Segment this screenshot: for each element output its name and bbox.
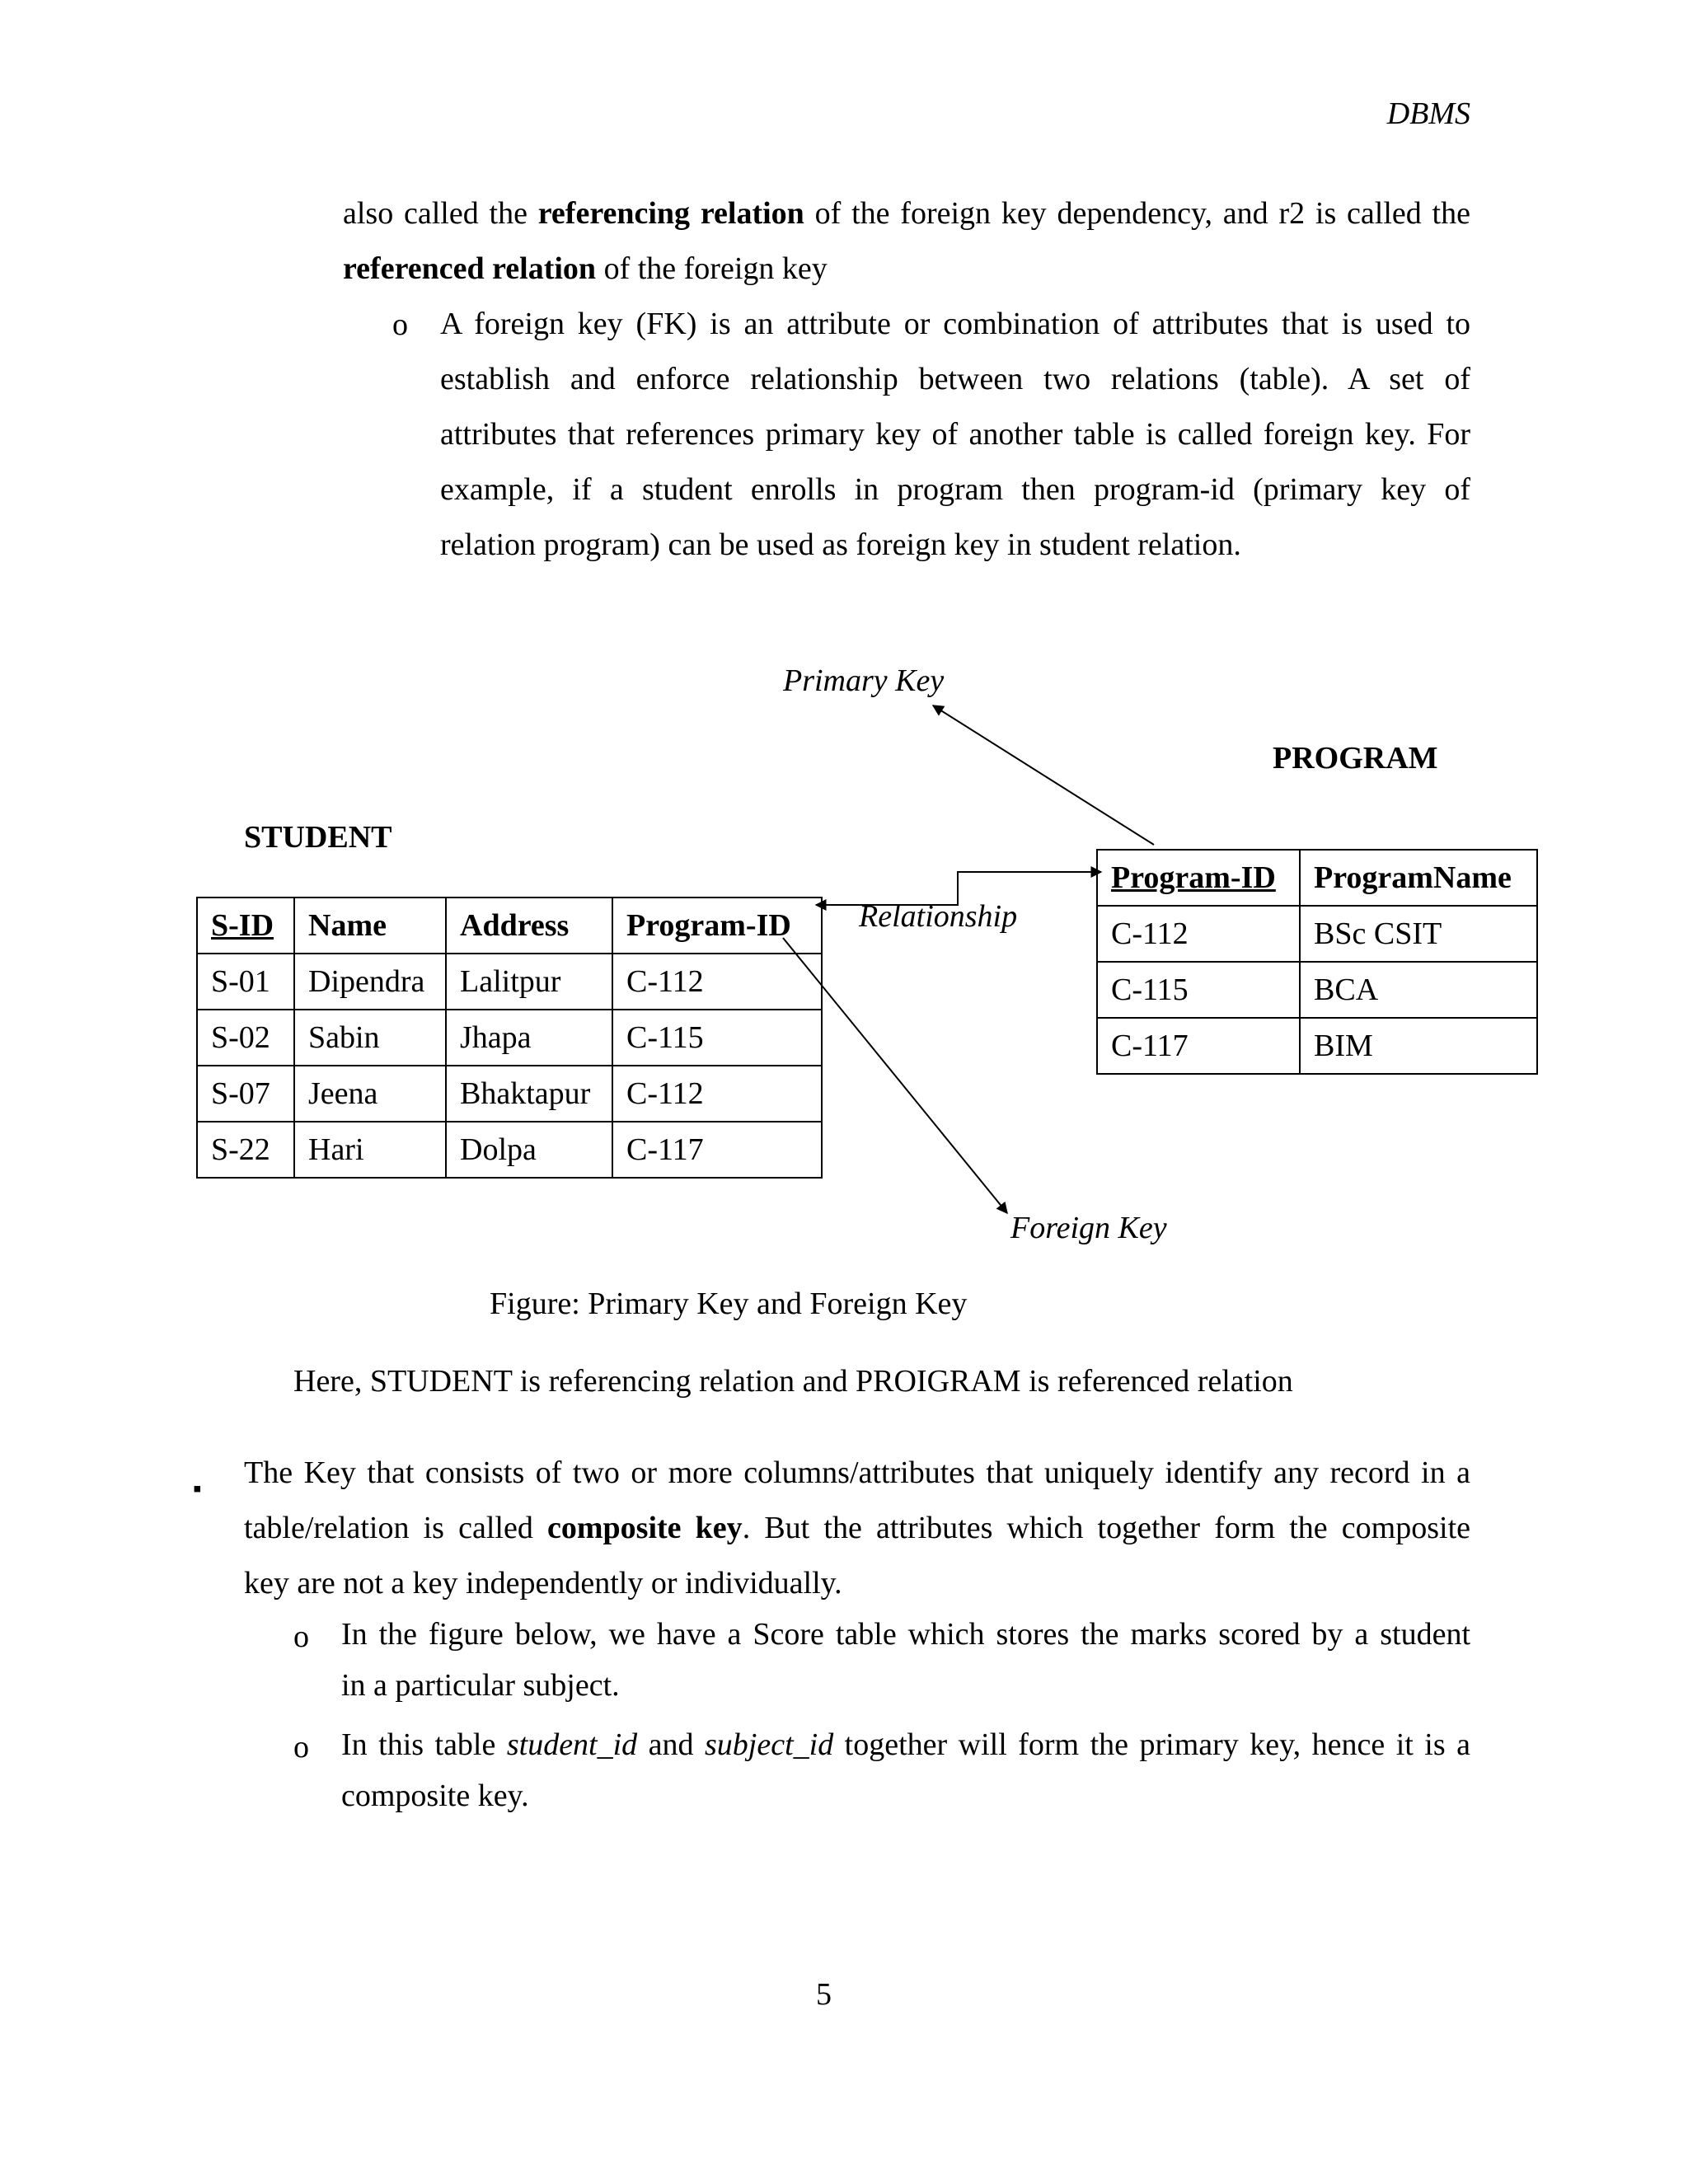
- page-number: 5: [816, 1977, 832, 2012]
- table-cell: C-112: [1097, 906, 1300, 962]
- table-cell: BCA: [1300, 962, 1537, 1018]
- composite-line-2: table/relation is called composite key. But the attributes which together form the composite: [244, 1511, 1471, 1545]
- composite-line-1: The Key that consists of two or more columns/attributes that uniquely identify any record in a: [244, 1455, 1470, 1490]
- here-line: Here, STUDENT is referencing relation and PROIGRAM is referenced relation: [293, 1364, 1293, 1399]
- intro-line-2: referenced relation of the foreign key: [343, 251, 828, 286]
- table-header-cell: Name: [294, 898, 446, 954]
- table-cell: Jeena: [294, 1066, 446, 1122]
- intro-line-1: also called the referencing relation of the foreign key dependency, and r2 is called the: [343, 196, 1470, 231]
- table-cell: Dolpa: [446, 1122, 612, 1178]
- fk-line-4: example, if a student enrolls in program then program-id (primary key of: [440, 472, 1470, 507]
- table-cell: S-01: [197, 954, 294, 1010]
- table-cell: Sabin: [294, 1010, 446, 1066]
- fk-line-2: establish and enforce relationship between two relations (table). A set of: [440, 362, 1470, 396]
- running-header: DBMS: [1386, 96, 1470, 131]
- table-cell: Jhapa: [446, 1010, 612, 1066]
- primary-key-arrow: [933, 705, 1154, 845]
- student-title: STUDENT: [244, 820, 392, 855]
- relationship-arrow: [816, 872, 1101, 905]
- table-cell: BIM: [1300, 1018, 1537, 1074]
- sub-bullet-2-line-1: In this table student_id and subject_id together will form the primary key, hence it is a: [341, 1727, 1470, 1762]
- sub-bullet-marker: o: [293, 1730, 309, 1765]
- fk-line-3: attributes that references primary key of another table is called foreign key. For: [440, 417, 1470, 452]
- composite-paragraph: [244, 1446, 1470, 1611]
- sub-bullet-1: [341, 1609, 1470, 1711]
- table-cell: C-112: [612, 1066, 822, 1122]
- program-title: PROGRAM: [1273, 741, 1438, 776]
- foreign-key-arrow: [783, 938, 1007, 1213]
- relationship-label: Relationship: [859, 899, 1018, 934]
- sub-bullet-2: [341, 1719, 1470, 1821]
- fk-line-1: A foreign key (FK) is an attribute or combination of attributes that is used to: [440, 307, 1470, 341]
- fk-line-5: relation program) can be used as foreign key in student relation.: [440, 527, 1241, 562]
- sub-bullet-2-line-2: composite key.: [341, 1779, 529, 1813]
- table-cell: S-07: [197, 1066, 294, 1122]
- sub-bullet-marker: o: [293, 1619, 309, 1654]
- foreign-key-label: Foreign Key: [1010, 1211, 1167, 1245]
- table-cell: S-02: [197, 1010, 294, 1066]
- table-header-cell: S-ID: [197, 898, 294, 954]
- table-cell: C-117: [612, 1122, 822, 1178]
- composite-line-3: key are not a key independently or individually.: [244, 1566, 842, 1601]
- table-cell: C-117: [1097, 1018, 1300, 1074]
- sub-bullet-1-line-1: In the figure below, we have a Score table which stores the marks scored by a student: [341, 1617, 1470, 1652]
- table-header-cell: Address: [446, 898, 612, 954]
- figure-caption: Figure: Primary Key and Foreign Key: [490, 1286, 968, 1321]
- table-cell: C-115: [1097, 962, 1300, 1018]
- table-cell: BSc CSIT: [1300, 906, 1537, 962]
- primary-key-label: Primary Key: [783, 663, 945, 698]
- table-cell: C-115: [612, 1010, 822, 1066]
- bullet-marker: o: [392, 307, 408, 342]
- table-cell: Lalitpur: [446, 954, 612, 1010]
- table-cell: Bhaktapur: [446, 1066, 612, 1122]
- table-header-cell: Program-ID: [612, 898, 822, 954]
- table-header-cell: ProgramName: [1300, 850, 1537, 906]
- sub-bullet-1-line-2: in a particular subject.: [341, 1668, 620, 1703]
- table-header-cell: Program-ID: [1097, 850, 1300, 906]
- table-cell: Hari: [294, 1122, 446, 1178]
- table-cell: C-112: [612, 954, 822, 1010]
- bullet-dot-icon: ▪: [193, 1475, 202, 1502]
- table-cell: S-22: [197, 1122, 294, 1178]
- table-cell: Dipendra: [294, 954, 446, 1010]
